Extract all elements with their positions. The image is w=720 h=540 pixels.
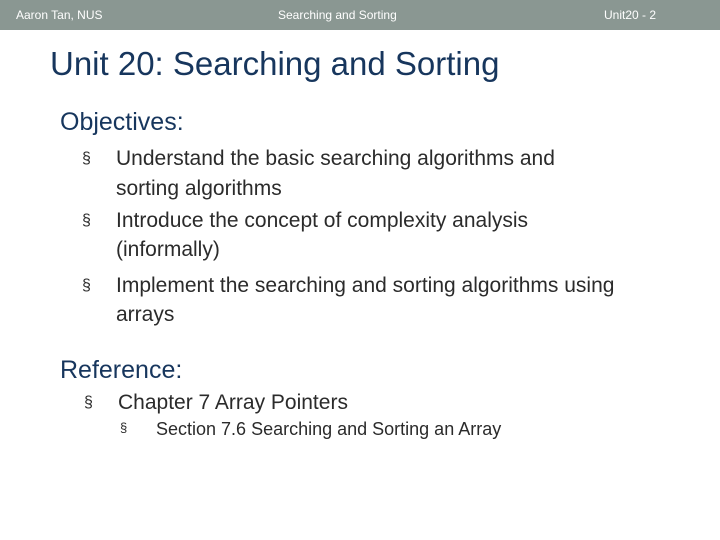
objective-text-line-1: Introduce the concept of complexity analysis [116,209,529,232]
reference-text: Chapter 7 Array Pointers [118,391,348,414]
bullet-icon: § [82,277,91,294]
objective-text-line-2: (informally) [116,238,220,261]
header-topic: Searching and Sorting [278,8,397,22]
slide-header-bar [0,0,720,30]
objective-text-line-2: arrays [116,303,175,326]
objective-text-line-1: Implement the searching and sorting algorithms using [116,274,615,297]
reference-subitem-text: Section 7.6 Searching and Sorting an Array [156,419,502,439]
objective-text-line-1: Understand the basic searching algorithms and [116,147,555,170]
bullet-icon: § [82,150,91,167]
bullet-icon: § [120,420,128,435]
header-slide-number: Unit20 - 2 [604,8,657,22]
bullet-icon: § [82,212,91,229]
objectives-heading: Objectives: [60,108,184,136]
slide-title: Unit 20: Searching and Sorting [50,45,500,82]
objective-text-line-2: sorting algorithms [116,177,282,200]
bullet-icon: § [84,394,93,411]
header-author: Aaron Tan, NUS [16,8,103,22]
reference-heading: Reference: [60,356,183,384]
